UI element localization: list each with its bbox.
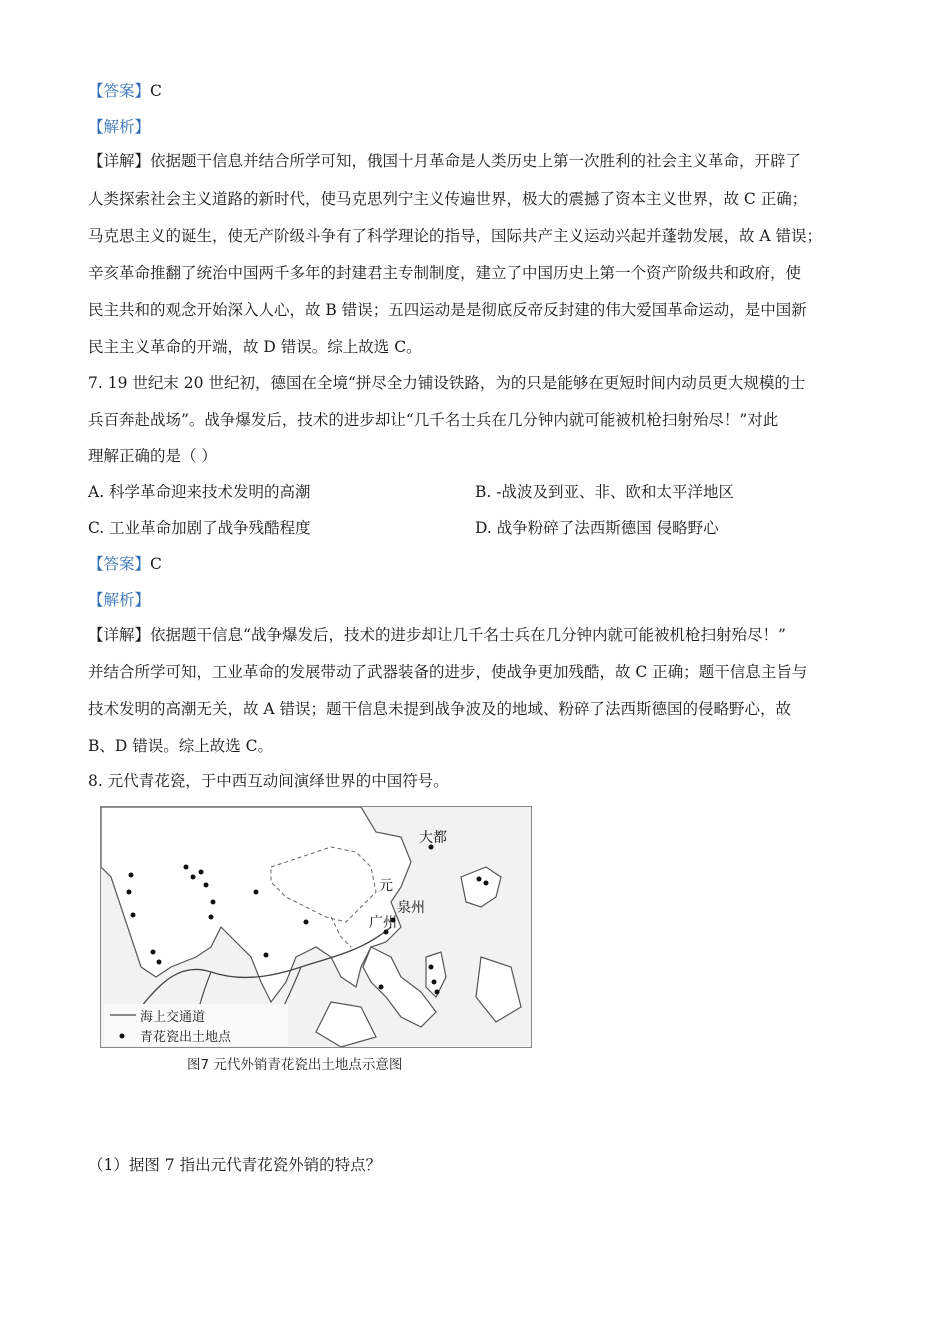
map-label-dadu: 大都 (419, 830, 447, 846)
q7-stem-line-1: 7. 19 世纪末 20 世纪初，德国在全境“拼尽全力铺设铁路，为的只是能够在更短时间内动员更大规模的士 (88, 374, 806, 392)
legend-site: 青花瓷出土地点 (140, 1030, 232, 1045)
q6-detail-line-1 (88, 150, 801, 172)
q7-option-c: C. 工业革命加剧了战争残酷程度 (88, 519, 311, 537)
q6-detail-line-4: 辛亥革命推翻了统治中国两千多年的封建君主专制制度，建立了中国历史上第一个资产阶级共和政府，使 (88, 264, 802, 282)
map-label-quanzhou: 泉州 (397, 900, 425, 916)
detail-tag: 【详解】 (88, 626, 151, 644)
q6-answer-line (88, 80, 162, 102)
detail-text: 依据题干信息并结合所学可知，俄国十月革命是人类历史上第一次胜利的社会主义革命，开辟了 (150, 152, 802, 170)
map-legend (104, 1004, 288, 1046)
legend-route: 海上交通道 (140, 1010, 206, 1025)
q7-option-b: B. -战波及到亚、非、欧和太平洋地区 (475, 483, 734, 501)
q7-option-a: A. 科学革命迎来技术发明的高潮 (88, 483, 311, 501)
q6-detail-line-2: 人类探索社会主义道路的新时代，使马克思列宁主义传遍世界，极大的震撼了资本主义世界，故 C 正确； (88, 190, 808, 208)
answer-tag: 【答案】 (88, 82, 151, 100)
q7-stem-line-3: 理解正确的是（ ） (88, 447, 217, 465)
q7-stem-line-2: 兵百奔赴战场”。战争爆发后，技术的进步却让“几千名士兵在几分钟内就可能被机枪扫射殆尽！”对此 (88, 411, 779, 429)
q6-detail-line-5: 民主共和的观念开始深入人心，故 B 错误；五四运动是是彻底反帝反封建的伟大爱国革命运动，是中国新 (88, 301, 807, 319)
map-caption: 图7 元代外销青花瓷出土地点示意图 (187, 1057, 403, 1073)
legend-line-icon (110, 1012, 136, 1018)
q7-analysis-tag: 【解析】 (88, 591, 151, 609)
answer-value: C (150, 82, 162, 100)
q6-analysis-tag: 【解析】 (88, 118, 151, 136)
q7-detail-line-4: B、D 错误。综上故选 C。 (88, 737, 274, 755)
legend-dot-icon (118, 1032, 126, 1040)
q8-subquestion-1: （1）据图 7 指出元代青花瓷外销的特点？ (88, 1156, 382, 1174)
q7-option-d: D. 战争粉碎了法西斯德国 侵略野心 (475, 519, 719, 537)
map-label-guangzhou: 广州 (369, 915, 397, 931)
q7-detail-line-1 (88, 624, 786, 646)
q6-detail-line-6: 民主主义革命的开端，故 D 错误。综上故选 C。 (88, 338, 422, 356)
answer-tag: 【答案】 (88, 555, 151, 573)
q7-answer-line (88, 553, 162, 575)
detail-text: 依据题干信息“战争爆发后，技术的进步却让几千名士兵在几分钟内就可能被机枪扫射殆尽！” (150, 626, 786, 644)
q7-detail-line-2: 并结合所学可知，工业革命的发展带动了武器装备的进步，使战争更加残酷，故 C 正确；题干信息主旨与 (88, 663, 808, 681)
q6-detail-line-3: 马克思主义的诞生，使无产阶级斗争有了科学理论的指导，国际共产主义运动兴起并蓬勃发展，故 A 错误； (88, 227, 823, 245)
detail-tag: 【详解】 (88, 152, 151, 170)
q7-detail-line-3: 技术发明的高潮无关，故 A 错误；题干信息未提到战争波及的地域、粉碎了法西斯德国的侵略野心，故 (88, 700, 792, 718)
map-label-yuan: 元 (379, 878, 393, 894)
answer-value: C (150, 555, 162, 573)
q8-stem: 8. 元代青花瓷，于中西互动间演绎世界的中国符号。 (88, 772, 449, 790)
